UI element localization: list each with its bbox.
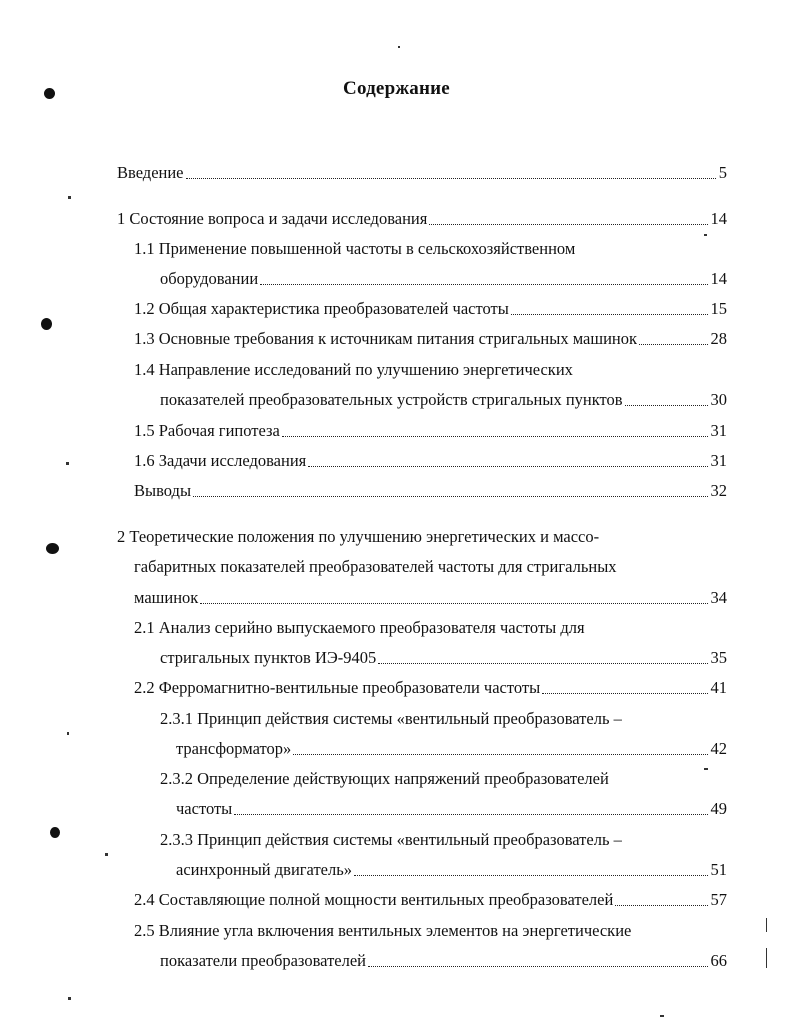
- toc-entry-page: 35: [710, 648, 727, 667]
- toc-entry-page: 57: [710, 890, 727, 909]
- toc-entry-text: 2.3.2 Определение действующих напряжений преобразователей: [160, 769, 609, 788]
- toc-entry-text: 1.6 Задачи исследования: [134, 451, 307, 470]
- toc-entry: [134, 618, 585, 638]
- toc-entry: [134, 451, 727, 471]
- toc-entry-text: машинок: [134, 588, 199, 607]
- toc-entry-page: 31: [710, 451, 727, 470]
- toc-entry-page: 66: [710, 951, 727, 970]
- dot-leader: [368, 965, 708, 967]
- scan-speck: [704, 768, 708, 770]
- punch-hole-mark: [44, 88, 55, 99]
- toc-entry-text: 1.4 Направление исследований по улучшению энергетических: [134, 360, 573, 379]
- dot-leader: [234, 813, 707, 815]
- dot-leader: [639, 343, 707, 345]
- toc-entry-text: габаритных показателей преобразователей частоты для стригальных: [134, 557, 617, 576]
- scan-speck: [660, 1015, 664, 1017]
- toc-entry-page: 28: [710, 329, 727, 348]
- toc-entry-text: 1.3 Основные требования к источникам питания стригальных машинок: [134, 329, 638, 348]
- scan-speck: [398, 46, 400, 48]
- toc-entry: [134, 921, 631, 941]
- toc-entry-text: 1 Состояние вопроса и задачи исследования: [117, 209, 428, 228]
- toc-entry: [134, 299, 727, 319]
- toc-entry: [134, 421, 727, 441]
- scan-speck: [766, 948, 767, 968]
- toc-entry-text: Выводы: [134, 481, 192, 500]
- toc-entry: [117, 209, 727, 229]
- dot-leader: [354, 874, 708, 876]
- toc-entry: [176, 799, 727, 819]
- toc-entry-text: асинхронный двигатель»: [176, 860, 352, 879]
- dot-leader: [282, 435, 708, 437]
- toc-entry-page: 14: [710, 209, 727, 228]
- punch-hole-mark: [41, 318, 52, 330]
- punch-hole-mark: [46, 543, 59, 554]
- toc-entry: [134, 678, 727, 698]
- toc-entry: [134, 360, 573, 380]
- scan-speck: [67, 732, 69, 735]
- dot-leader: [615, 904, 707, 906]
- toc-entry: [176, 860, 727, 880]
- toc-entry: [134, 329, 727, 349]
- toc-entry-text: 2.3.1 Принцип действия системы «вентильный преобразователь –: [160, 709, 622, 728]
- toc-entry-text: 2.2 Ферромагнитно-вентильные преобразователи частоты: [134, 678, 541, 697]
- dot-leader: [625, 404, 708, 406]
- toc-entry-text: 2.4 Составляющие полной мощности вентильных преобразователей: [134, 890, 614, 909]
- scan-speck: [766, 918, 767, 932]
- toc-entry: [160, 648, 727, 668]
- scan-speck: [105, 853, 108, 856]
- toc-entry: [160, 951, 727, 971]
- toc-entry-text: 1.1 Применение повышенной частоты в сельскохозяйственном: [134, 239, 576, 258]
- dot-leader: [378, 662, 707, 664]
- scan-speck: [68, 196, 71, 199]
- page-title: Содержание: [343, 78, 450, 99]
- dot-leader: [200, 602, 707, 604]
- toc-entry: [117, 163, 727, 183]
- toc-entry-text: частоты: [176, 799, 233, 818]
- toc-entry-page: 34: [710, 588, 727, 607]
- punch-hole-mark: [50, 827, 60, 838]
- toc-entry: [160, 830, 622, 850]
- toc-entry-page: 41: [710, 678, 727, 697]
- toc-entry-page: 15: [710, 299, 727, 318]
- toc-entry: [134, 481, 727, 501]
- toc-entry: [134, 239, 575, 259]
- scan-speck: [66, 462, 69, 465]
- dot-leader: [511, 313, 708, 315]
- dot-leader: [186, 177, 716, 179]
- toc-entry: [176, 739, 727, 759]
- toc-entry: [160, 269, 727, 289]
- toc-entry: [160, 709, 622, 729]
- dot-leader: [193, 495, 707, 497]
- toc-entry-text: 1.5 Рабочая гипотеза: [134, 421, 280, 440]
- toc-entry-text: оборудовании: [160, 269, 259, 288]
- toc-entry-page: 51: [710, 860, 727, 879]
- toc-entry-text: 2 Теоретические положения по улучшению энергетических и массо-: [117, 527, 600, 546]
- toc-entry-text: Введение: [117, 163, 184, 182]
- toc-entry: [160, 769, 609, 789]
- toc-entry: [160, 390, 727, 410]
- toc-entry-page: 14: [710, 269, 727, 288]
- scan-speck: [68, 997, 71, 1000]
- toc-entry-page: 5: [718, 163, 727, 182]
- toc-entry: [134, 588, 727, 608]
- toc-entry-text: показателей преобразовательных устройств стригальных пунктов: [160, 390, 623, 409]
- dot-leader: [542, 692, 707, 694]
- toc-entry: [134, 557, 617, 577]
- toc-entry-page: 49: [710, 799, 727, 818]
- toc-entry-text: 2.3.3 Принцип действия системы «вентильный преобразователь –: [160, 830, 622, 849]
- toc-entry-page: 42: [710, 739, 727, 758]
- toc-entry-text: 2.1 Анализ серийно выпускаемого преобразователя частоты для: [134, 618, 585, 637]
- scan-speck: [704, 234, 707, 236]
- toc-entry: [134, 890, 727, 910]
- toc-entry-text: стригальных пунктов ИЭ-9405: [160, 648, 377, 667]
- toc-entry-text: 1.2 Общая характеристика преобразователей частоты: [134, 299, 509, 318]
- dot-leader: [308, 465, 707, 467]
- toc-entry-text: трансформатор»: [176, 739, 292, 758]
- toc-entry-page: 31: [710, 421, 727, 440]
- toc-entry-page: 30: [710, 390, 727, 409]
- toc-entry-text: показатели преобразователей: [160, 951, 366, 970]
- dot-leader: [260, 283, 707, 285]
- dot-leader: [429, 223, 707, 225]
- toc-entry: [117, 527, 599, 547]
- toc-entry-text: 2.5 Влияние угла включения вентильных элементов на энергетические: [134, 921, 632, 940]
- toc-entry-page: 32: [710, 481, 727, 500]
- dot-leader: [293, 753, 707, 755]
